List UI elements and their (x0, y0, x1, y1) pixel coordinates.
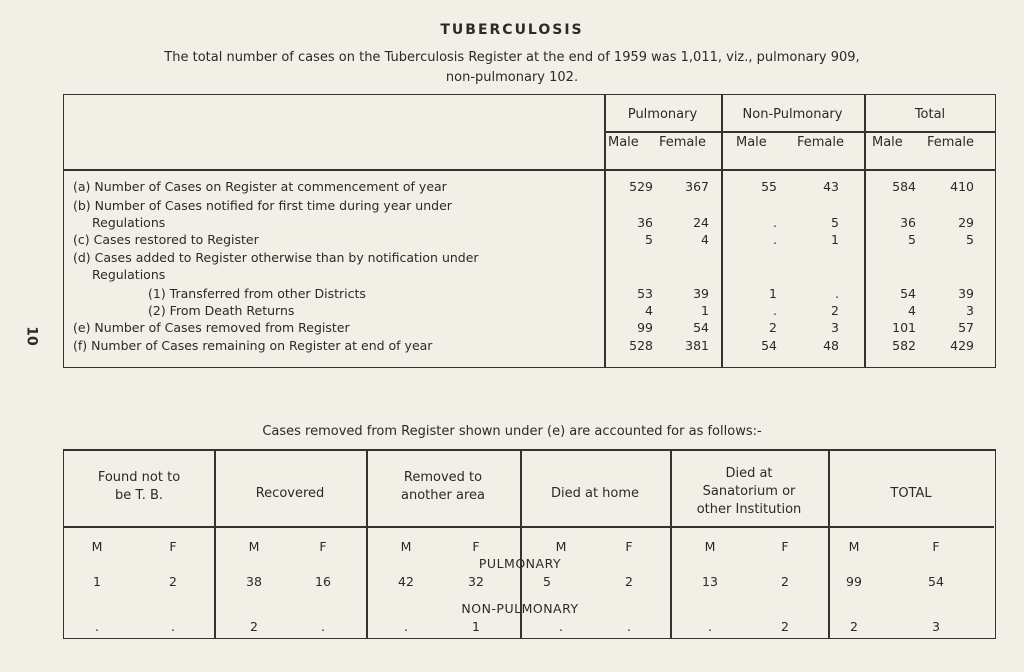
cell: . (627, 619, 631, 634)
cell: 1 (831, 232, 839, 247)
subheader-female: Female (927, 135, 975, 150)
cell: 528 (629, 338, 653, 353)
removed-cases-table (63, 449, 996, 639)
cell: . (559, 619, 563, 634)
cell: 55 (761, 179, 777, 194)
cell: 36 (900, 215, 916, 230)
subheader-male: Male (608, 135, 639, 150)
row-label-f: (f) Number of Cases remaining on Register at end of year (73, 338, 433, 353)
cell: 57 (958, 320, 974, 335)
cell: 5 (908, 232, 916, 247)
section-pulmonary: PULMONARY (478, 556, 562, 571)
col-header-removed: Removed to another area (401, 470, 485, 503)
cell: . (773, 215, 777, 230)
cell: 99 (637, 320, 653, 335)
cell: 54 (693, 320, 709, 335)
cell: 367 (685, 179, 709, 194)
cell: . (708, 619, 712, 634)
cell: 32 (468, 574, 484, 589)
cell: 4 (701, 232, 709, 247)
page-number: 10 (23, 326, 40, 346)
col-header-died-home: Died at home (550, 486, 640, 501)
cell: . (773, 232, 777, 247)
cell: 101 (892, 320, 916, 335)
mf-label: M (848, 539, 860, 554)
cell: 29 (958, 215, 974, 230)
section-non-pulmonary: NON-PULMONARY (461, 601, 579, 616)
cell: 3 (966, 303, 974, 318)
row-label-b-cont: Regulations (92, 215, 166, 230)
mf-label: M (248, 539, 260, 554)
cell: 53 (637, 286, 653, 301)
cell: 24 (693, 215, 709, 230)
cell: 429 (950, 338, 974, 353)
cell: 1 (93, 574, 101, 589)
cell: . (773, 303, 777, 318)
subheader-male: Male (872, 135, 903, 150)
row-label-d: (d) Cases added to Register otherwise than by notification under (73, 250, 479, 265)
header-pulmonary: Pulmonary (627, 107, 698, 122)
cell: 1 (769, 286, 777, 301)
cell: 584 (892, 179, 916, 194)
cell: 2 (850, 619, 858, 634)
register-table (63, 94, 996, 368)
cell: 5 (645, 232, 653, 247)
mf-label: M (91, 539, 103, 554)
cell: 4 (908, 303, 916, 318)
cell: 39 (958, 286, 974, 301)
col-header-died-sanatorium: Died at Sanatorium or other Institution (696, 466, 802, 517)
cell: 42 (398, 574, 414, 589)
mf-label: F (169, 539, 177, 554)
cell: 54 (900, 286, 916, 301)
subheader-male: Male (736, 135, 767, 150)
row-label-d2: (2) From Death Returns (148, 303, 295, 318)
header-total: Total (914, 107, 946, 122)
cell: 2 (250, 619, 258, 634)
cell: 3 (932, 619, 940, 634)
cell: 2 (781, 574, 789, 589)
cell: 16 (315, 574, 331, 589)
cell: 4 (645, 303, 653, 318)
mf-label: F (625, 539, 633, 554)
cell: 2 (769, 320, 777, 335)
mf-label: F (932, 539, 940, 554)
cell: 43 (823, 179, 839, 194)
intro-line-2: non-pulmonary 102. (445, 70, 579, 85)
cell: 2 (831, 303, 839, 318)
cell: 582 (892, 338, 916, 353)
cell: 1 (472, 619, 480, 634)
cell: 410 (950, 179, 974, 194)
mf-label: M (400, 539, 412, 554)
row-label-d1: (1) Transferred from other Districts (148, 286, 366, 301)
cell: 48 (823, 338, 839, 353)
mf-label: F (781, 539, 789, 554)
subheader-female: Female (797, 135, 845, 150)
mf-label: M (555, 539, 567, 554)
mf-label: F (472, 539, 480, 554)
mf-label: F (319, 539, 327, 554)
mf-label: M (704, 539, 716, 554)
header-non-pulmonary: Non-Pulmonary (742, 107, 843, 122)
cell: . (321, 619, 325, 634)
col-header-total: TOTAL (890, 486, 932, 501)
col-header-recovered: Recovered (255, 486, 325, 501)
cell: 2 (625, 574, 633, 589)
col-header-not-tb: Found not to be T. B. (97, 470, 181, 503)
row-label-a: (a) Number of Cases on Register at commencement of year (73, 179, 447, 194)
page-title: TUBERCULOSIS (440, 22, 584, 38)
cell: 5 (543, 574, 551, 589)
cell: 5 (831, 215, 839, 230)
row-label-d-cont: Regulations (92, 267, 166, 282)
cell: 54 (761, 338, 777, 353)
cell: 36 (637, 215, 653, 230)
cell: . (171, 619, 175, 634)
cell: 39 (693, 286, 709, 301)
cell: 38 (246, 574, 262, 589)
cell: 13 (702, 574, 718, 589)
cell: 54 (928, 574, 944, 589)
cell: 529 (629, 179, 653, 194)
row-label-e: (e) Number of Cases removed from Register (73, 320, 350, 335)
subheader-female: Female (659, 135, 707, 150)
cell: 5 (966, 232, 974, 247)
cell: . (95, 619, 99, 634)
cell: 99 (846, 574, 862, 589)
row-label-c: (c) Cases restored to Register (73, 232, 259, 247)
table2-caption: Cases removed from Register shown under (e) are accounted for as follows:- (262, 424, 762, 439)
cell: 2 (169, 574, 177, 589)
intro-line-1: The total number of cases on the Tuberculosis Register at the end of 1959 was 1,011, viz., pulmonary 909, (164, 50, 860, 65)
cell: 1 (701, 303, 709, 318)
cell: . (835, 286, 839, 301)
cell: 3 (831, 320, 839, 335)
cell: . (404, 619, 408, 634)
row-label-b: (b) Number of Cases notified for first time during year under (73, 198, 452, 213)
cell: 2 (781, 619, 789, 634)
cell: 381 (685, 338, 709, 353)
